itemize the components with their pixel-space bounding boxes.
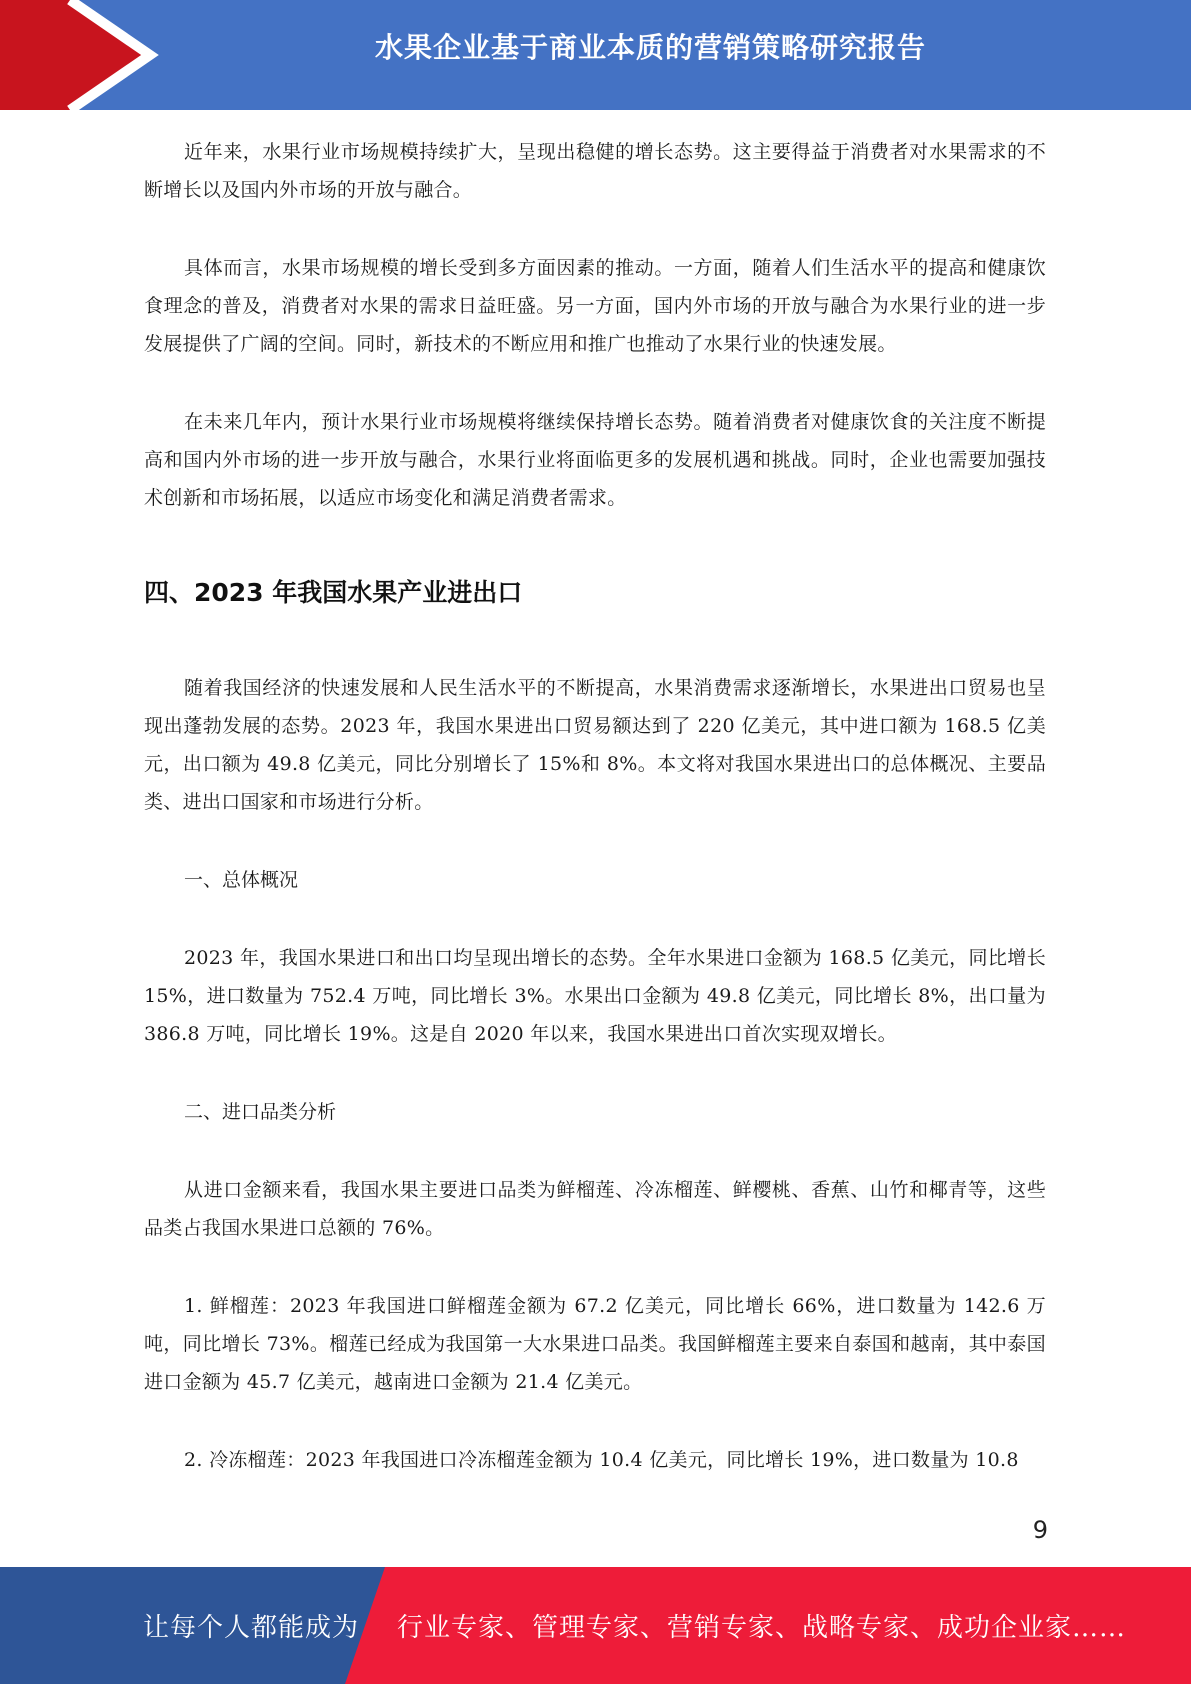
import-paragraph: 1. 鲜榴莲：2023 年我国进口鲜榴莲金额为 67.2 亿美元，同比增长 66%，进口数量为 142.6 万吨，同比增长 73%。榴莲已经成为我国第一大水果进口品类。我国鲜榴莲主要来自泰国和越南，其中泰国进口金额为 45.7 亿美元，越南进口金额为 21.4 亿美元。	[144, 1295, 1046, 1393]
overview-paragraph: 2023 年，我国水果进口和出口均呈现出增长的态势。全年水果进口金额为 168.5 亿美元，同比增长 15%，进口数量为 752.4 万吨，同比增长 3%。水果出口金额为 49.8 亿美元，同比增长 8%，出口量为 386.8 万吨，同比增长 19%。这是自 2020 年以来，我国水果进出口首次实现双增长。	[144, 947, 1046, 1045]
body-paragraph: 在未来几年内，预计水果行业市场规模将继续保持增长态势。随着消费者对健康饮食的关注度不断提高和国内外市场的进一步开放与融合，水果行业将面临更多的发展机遇和挑战。同时，企业也需要加强技术创新和市场拓展，以适应市场变化和满足消费者需求。	[144, 411, 1046, 509]
report-body	[144, 133, 1046, 1479]
import-paragraph: 从进口金额来看，我国水果主要进口品类为鲜榴莲、冷冻榴莲、鲜樱桃、香蕉、山竹和椰青等，这些品类占我国水果进口总额的 76%。	[144, 1179, 1046, 1239]
section-paragraph: 随着我国经济的快速发展和人民生活水平的不断提高，水果消费需求逐渐增长，水果进出口贸易也呈现出蓬勃发展的态势。2023 年，我国水果进出口贸易额达到了 220 亿美元，其中进口额为 168.5 亿美元，出口额为 49.8 亿美元，同比分别增长了 15%和 8%。本文将对我国水果进出口的总体概况、主要品类、进出口国家和市场进行分析。	[144, 677, 1046, 813]
footer-slogan-left: 让每个人都能成为	[143, 1613, 360, 1643]
body-paragraph: 近年来，水果行业市场规模持续扩大，呈现出稳健的增长态势。这主要得益于消费者对水果需求的不断增长以及国内外市场的开放与融合。	[144, 141, 1046, 201]
body-paragraph: 具体而言，水果市场规模的增长受到多方面因素的推动。一方面，随着人们生活水平的提高和健康饮食理念的普及，消费者对水果的需求日益旺盛。另一方面，国内外市场的开放与融合为水果行业的进一步发展提供了广阔的空间。同时，新技术的不断应用和推广也推动了水果行业的快速发展。	[144, 257, 1046, 355]
page-footer	[0, 1567, 1191, 1684]
page-header	[0, 0, 1191, 110]
header-title: 水果企业基于商业本质的营销策略研究报告	[374, 31, 926, 64]
import-paragraph: 2. 冷冻榴莲：2023 年我国进口冷冻榴莲金额为 10.4 亿美元，同比增长 19%，进口数量为 10.8	[184, 1449, 1019, 1471]
subsection-title-import-categories: 二、进口品类分析	[184, 1101, 337, 1123]
subsection-title-overview: 一、总体概况	[184, 869, 299, 891]
page-number: 9	[1032, 1516, 1048, 1544]
section-heading: 四、2023 年我国水果产业进出口	[144, 578, 523, 607]
footer-slogan-right: 行业专家、管理专家、营销专家、战略专家、成功企业家……	[397, 1613, 1127, 1643]
